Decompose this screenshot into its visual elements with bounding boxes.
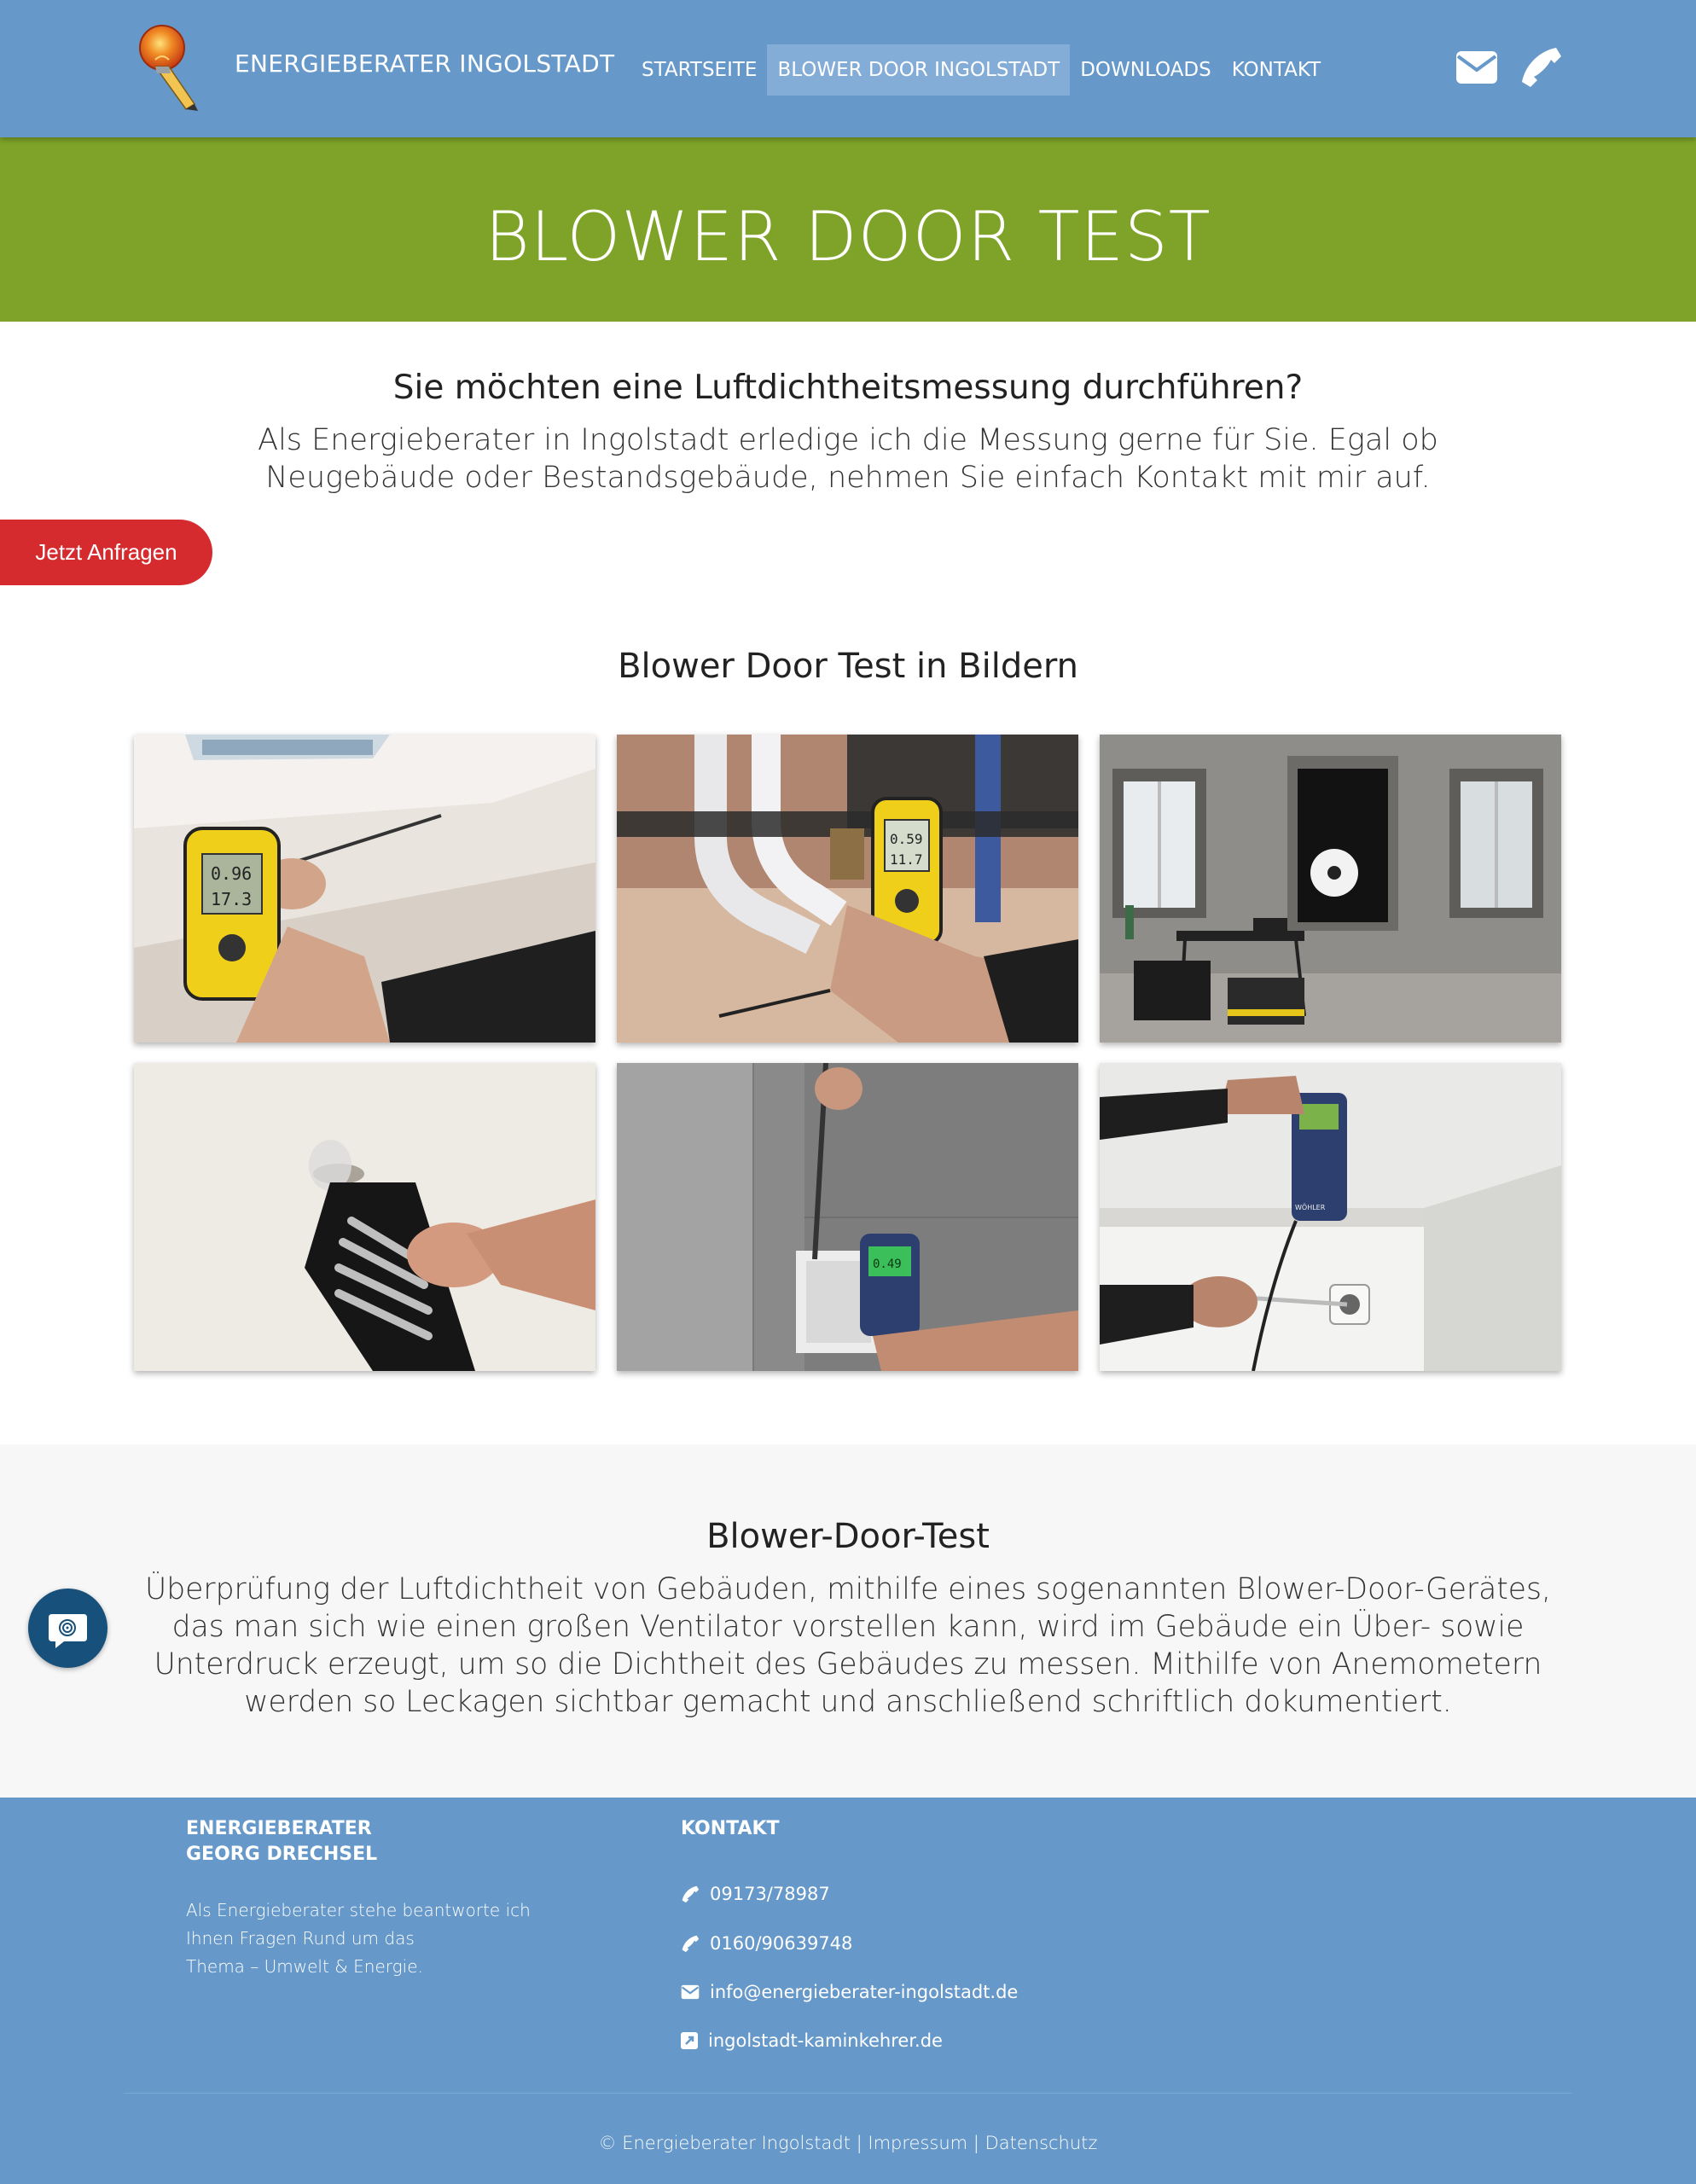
gallery-image-3[interactable] [1100, 735, 1561, 1043]
device-reading-top: 0.49 [873, 1258, 902, 1271]
impressum-link[interactable]: Impressum [868, 2133, 968, 2153]
footer-divider [124, 2093, 1572, 2094]
footer-desc-line1: Als Energieberater stehe beantworte ich [186, 1900, 531, 1920]
info-section [0, 1444, 1696, 1798]
footer-link[interactable] [681, 2028, 943, 2053]
intro-heading: Sie möchten eine Luftdichtheitsmessung durchführen? [392, 369, 1304, 407]
footer-phone1[interactable] [681, 1881, 830, 1907]
footer-email-text: info@energieberater-ingolstadt.de [710, 1982, 1019, 2002]
device-reading-bottom: 11.7 [890, 851, 923, 868]
nav-blower-door-ingolstadt[interactable]: BLOWER DOOR INGOLSTADT [767, 44, 1070, 96]
separator: | [850, 2133, 868, 2153]
gallery-image-6[interactable] [1100, 1063, 1561, 1371]
phone-icon[interactable] [1519, 44, 1563, 89]
device-reading-top: 0.96 [211, 863, 253, 884]
site-header [0, 0, 1696, 137]
chat-button[interactable] [28, 1589, 107, 1668]
footer-phone1-text: 09173/78987 [710, 1884, 830, 1904]
brand-name[interactable]: ENERGIEBERATER INGOLSTADT [235, 49, 615, 78]
footer-link-text: ingolstadt-kaminkehrer.de [708, 2030, 943, 2051]
datenschutz-link[interactable]: Datenschutz [984, 2133, 1098, 2153]
logo-bulb-pencil-icon[interactable] [135, 22, 203, 112]
footer-phone2-text: 0160/90639748 [710, 1933, 853, 1954]
gallery-heading: Blower Door Test in Bildern [618, 647, 1078, 686]
gallery-image-4[interactable] [134, 1063, 595, 1371]
footer-company [186, 1816, 377, 1867]
gallery-image-5[interactable] [617, 1063, 1078, 1371]
phone-icon [681, 1885, 700, 1903]
jetzt-anfragen-button[interactable]: Jetzt Anfragen [0, 520, 212, 585]
footer-contact-title: KONTAKT [681, 1818, 780, 1839]
phone-icon [681, 1934, 700, 1953]
device-reading-bottom: 17.3 [211, 889, 253, 909]
device-reading-top: 0.59 [890, 831, 923, 847]
gallery-image-1[interactable] [134, 735, 595, 1043]
separator: | [967, 2133, 985, 2153]
footer-desc-line3: Thema – Umwelt & Energie. [186, 1956, 423, 1977]
footer-company-line2: GEORG DRECHSEL [186, 1844, 378, 1865]
nav-downloads[interactable]: DOWNLOADS [1080, 59, 1211, 81]
envelope-icon [681, 1984, 700, 2000]
footer-phone2[interactable] [681, 1931, 852, 1956]
footer-description [186, 1896, 531, 1981]
nav-kontakt[interactable]: KONTAKT [1231, 59, 1321, 81]
main-nav [631, 44, 1331, 96]
footer-desc-line2: Ihnen Fragen Rund um das [186, 1928, 415, 1949]
gallery-image-2[interactable] [617, 735, 1078, 1043]
hero-banner [0, 137, 1696, 322]
intro-text: Als Energieberater in Ingolstadt erledige ich die Messung gerne für Sie. Egal ob Neugebäude oder Bestandsgebäude, nehmen Sie einfach Kontakt mit mir auf. [258, 423, 1438, 495]
device-brand-label: WÖHLER [1295, 1204, 1326, 1211]
footer-company-line1: ENERGIEBERATER [186, 1818, 372, 1839]
info-text: Überprüfung der Luftdichtheit von Gebäuden, mithilfe eines sogenannten Blower-Door-Gerätes, das man sich wie einen großen Ventilator vorstellen kann, wird im Gebäude ein Über- sowie Unterdruck erzeugt, um so die Dichtheit des Gebäudes zu messen. Mithilfe von Anemometern werden so Leckagen sichtbar gemacht und anschließend schriftlich dokumentiert. [145, 1572, 1551, 1719]
info-heading: Blower-Door-Test [706, 1517, 990, 1556]
envelope-icon[interactable] [1455, 49, 1498, 85]
copyright-text: © Energieberater Ingolstadt [598, 2133, 851, 2153]
site-footer [0, 1798, 1696, 2184]
nav-startseite[interactable]: STARTSEITE [642, 59, 758, 81]
footer-email[interactable] [681, 1979, 1018, 2005]
page-title: BLOWER DOOR TEST [485, 197, 1211, 276]
chat-bubble-icon [28, 1589, 107, 1668]
footer-bottom-bar [0, 2133, 1696, 2153]
external-link-icon [681, 2032, 698, 2049]
